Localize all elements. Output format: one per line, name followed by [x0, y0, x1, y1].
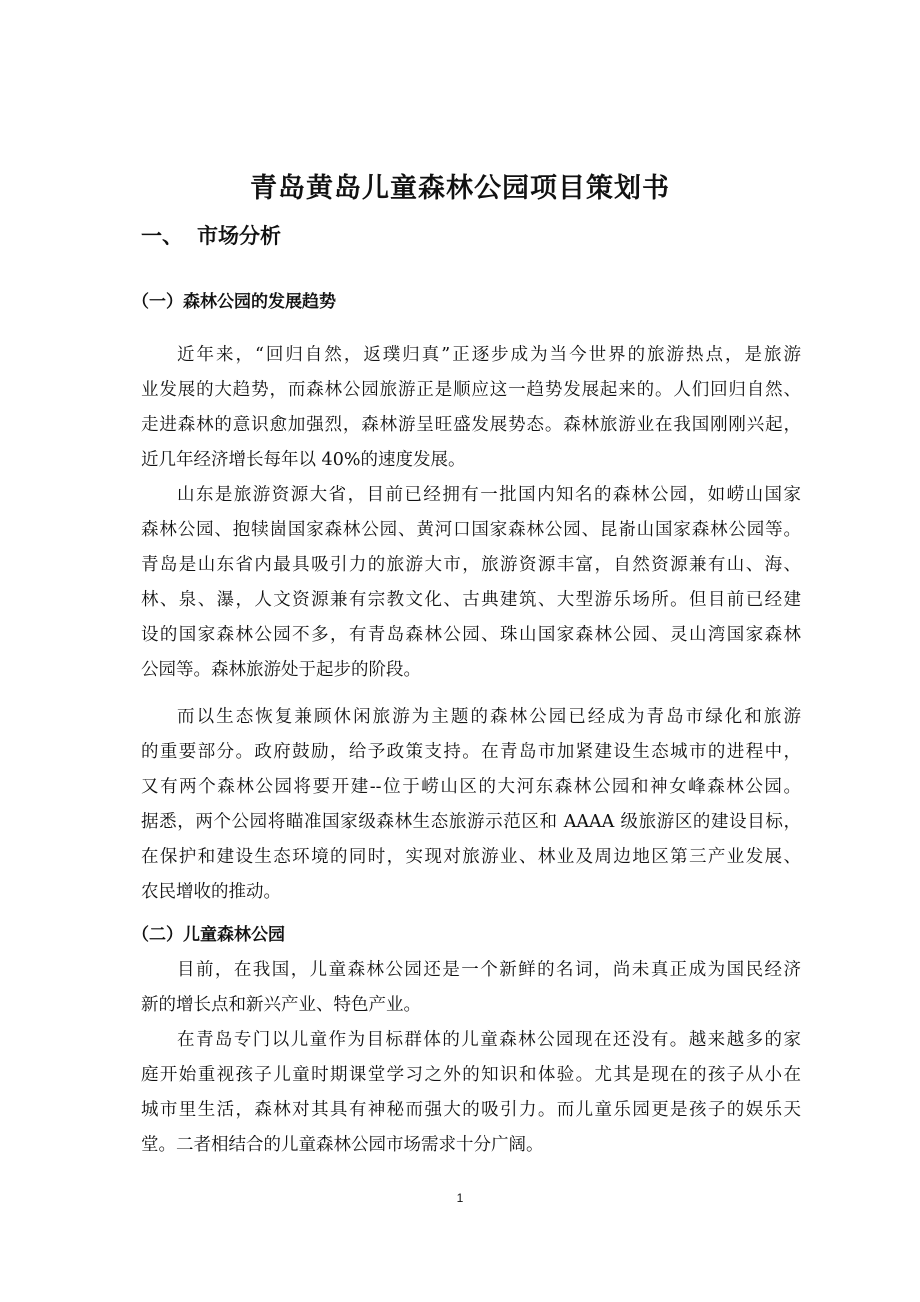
paragraph-line: 农民增收的推动。 [141, 882, 281, 902]
document-title: 青岛黄岛儿童森林公园项目策划书 [250, 173, 670, 204]
subsection-heading-children-park: （二）儿童森林公园 [132, 925, 285, 945]
paragraph-line: 森林公园、抱犊崮国家森林公园、黄河口国家森林公园、昆嵛山国家森林公园等。 [141, 520, 801, 540]
paragraph-line: 在保护和建设生态环境的同时，实现对旅游业、林业及周边地区第三产业发展、 [141, 847, 801, 867]
paragraph-line: 而以生态恢复兼顾休闲旅游为主题的森林公园已经成为青岛市绿化和旅游 [177, 707, 801, 727]
paragraph-children-park-status [141, 953, 801, 1023]
paragraph-line: 走进森林的意识愈加强烈，森林游呈旺盛发展势态。森林旅游业在我国刚刚兴起， [141, 415, 801, 435]
paragraph-line: 林、泉、瀑，人文资源兼有宗教文化、古典建筑、大型游乐场所。但目前已经建 [141, 590, 801, 610]
paragraph-line: 目前，在我国，儿童森林公园还是一个新鲜的名词，尚未真正成为国民经济 [177, 960, 801, 980]
paragraph-line: 又有两个森林公园将要开建--位于崂山区的大河东森林公园和神女峰森林公园。 [141, 777, 801, 797]
paragraph-line: 公园等。森林旅游处于起步的阶段。 [141, 660, 421, 680]
paragraph-line: 庭开始重视孩子儿童时期课堂学习之外的知识和体验。尤其是现在的孩子从小在 [141, 1065, 801, 1085]
paragraph-line: 近几年经济增长每年以 40%的速度发展。 [141, 450, 466, 470]
paragraph-trends [141, 338, 801, 478]
paragraph-line: 业发展的大趋势，而森林公园旅游正是顺应这一趋势发展起来的。人们回归自然、 [141, 380, 801, 400]
section-number: 一、 [141, 224, 183, 248]
page-number: 1 [456, 1191, 464, 1205]
section-heading-text: 市场分析 [197, 224, 281, 248]
paragraph-shandong [141, 478, 801, 688]
section-heading-market-analysis [141, 220, 281, 250]
paragraph-line: 堂。二者相结合的儿童森林公园市场需求十分广阔。 [141, 1135, 544, 1155]
paragraph-line: 的重要部分。政府鼓励，给予政策支持。在青岛市加紧建设生态城市的进程中， [141, 742, 801, 762]
paragraph-children-park-demand [141, 1023, 801, 1163]
paragraph-line: 在青岛专门以儿童作为目标群体的儿童森林公园现在还没有。越来越多的家 [177, 1030, 801, 1050]
paragraph-line: 青岛是山东省内最具吸引力的旅游大市，旅游资源丰富，自然资源兼有山、海、 [141, 555, 801, 575]
paragraph-line: 山东是旅游资源大省，目前已经拥有一批国内知名的森林公园，如崂山国家 [177, 485, 801, 505]
paragraph-qingdao-parks [141, 700, 801, 910]
paragraph-line: 城市里生活，森林对其具有神秘而强大的吸引力。而儿童乐园更是孩子的娱乐天 [141, 1100, 801, 1120]
subsection-heading-trends: （一）森林公园的发展趋势 [132, 292, 336, 312]
paragraph-line: 据悉，两个公园将瞄准国家级森林生态旅游示范区和 AAAA 级旅游区的建设目标， [141, 812, 801, 832]
paragraph-line: 设的国家森林公园不多，有青岛森林公园、珠山国家森林公园、灵山湾国家森林 [141, 625, 801, 645]
paragraph-line: 近年来，“回归自然，返璞归真”正逐步成为当今世界的旅游热点，是旅游 [177, 345, 801, 365]
paragraph-line: 新的增长点和新兴产业、特色产业。 [141, 995, 421, 1015]
